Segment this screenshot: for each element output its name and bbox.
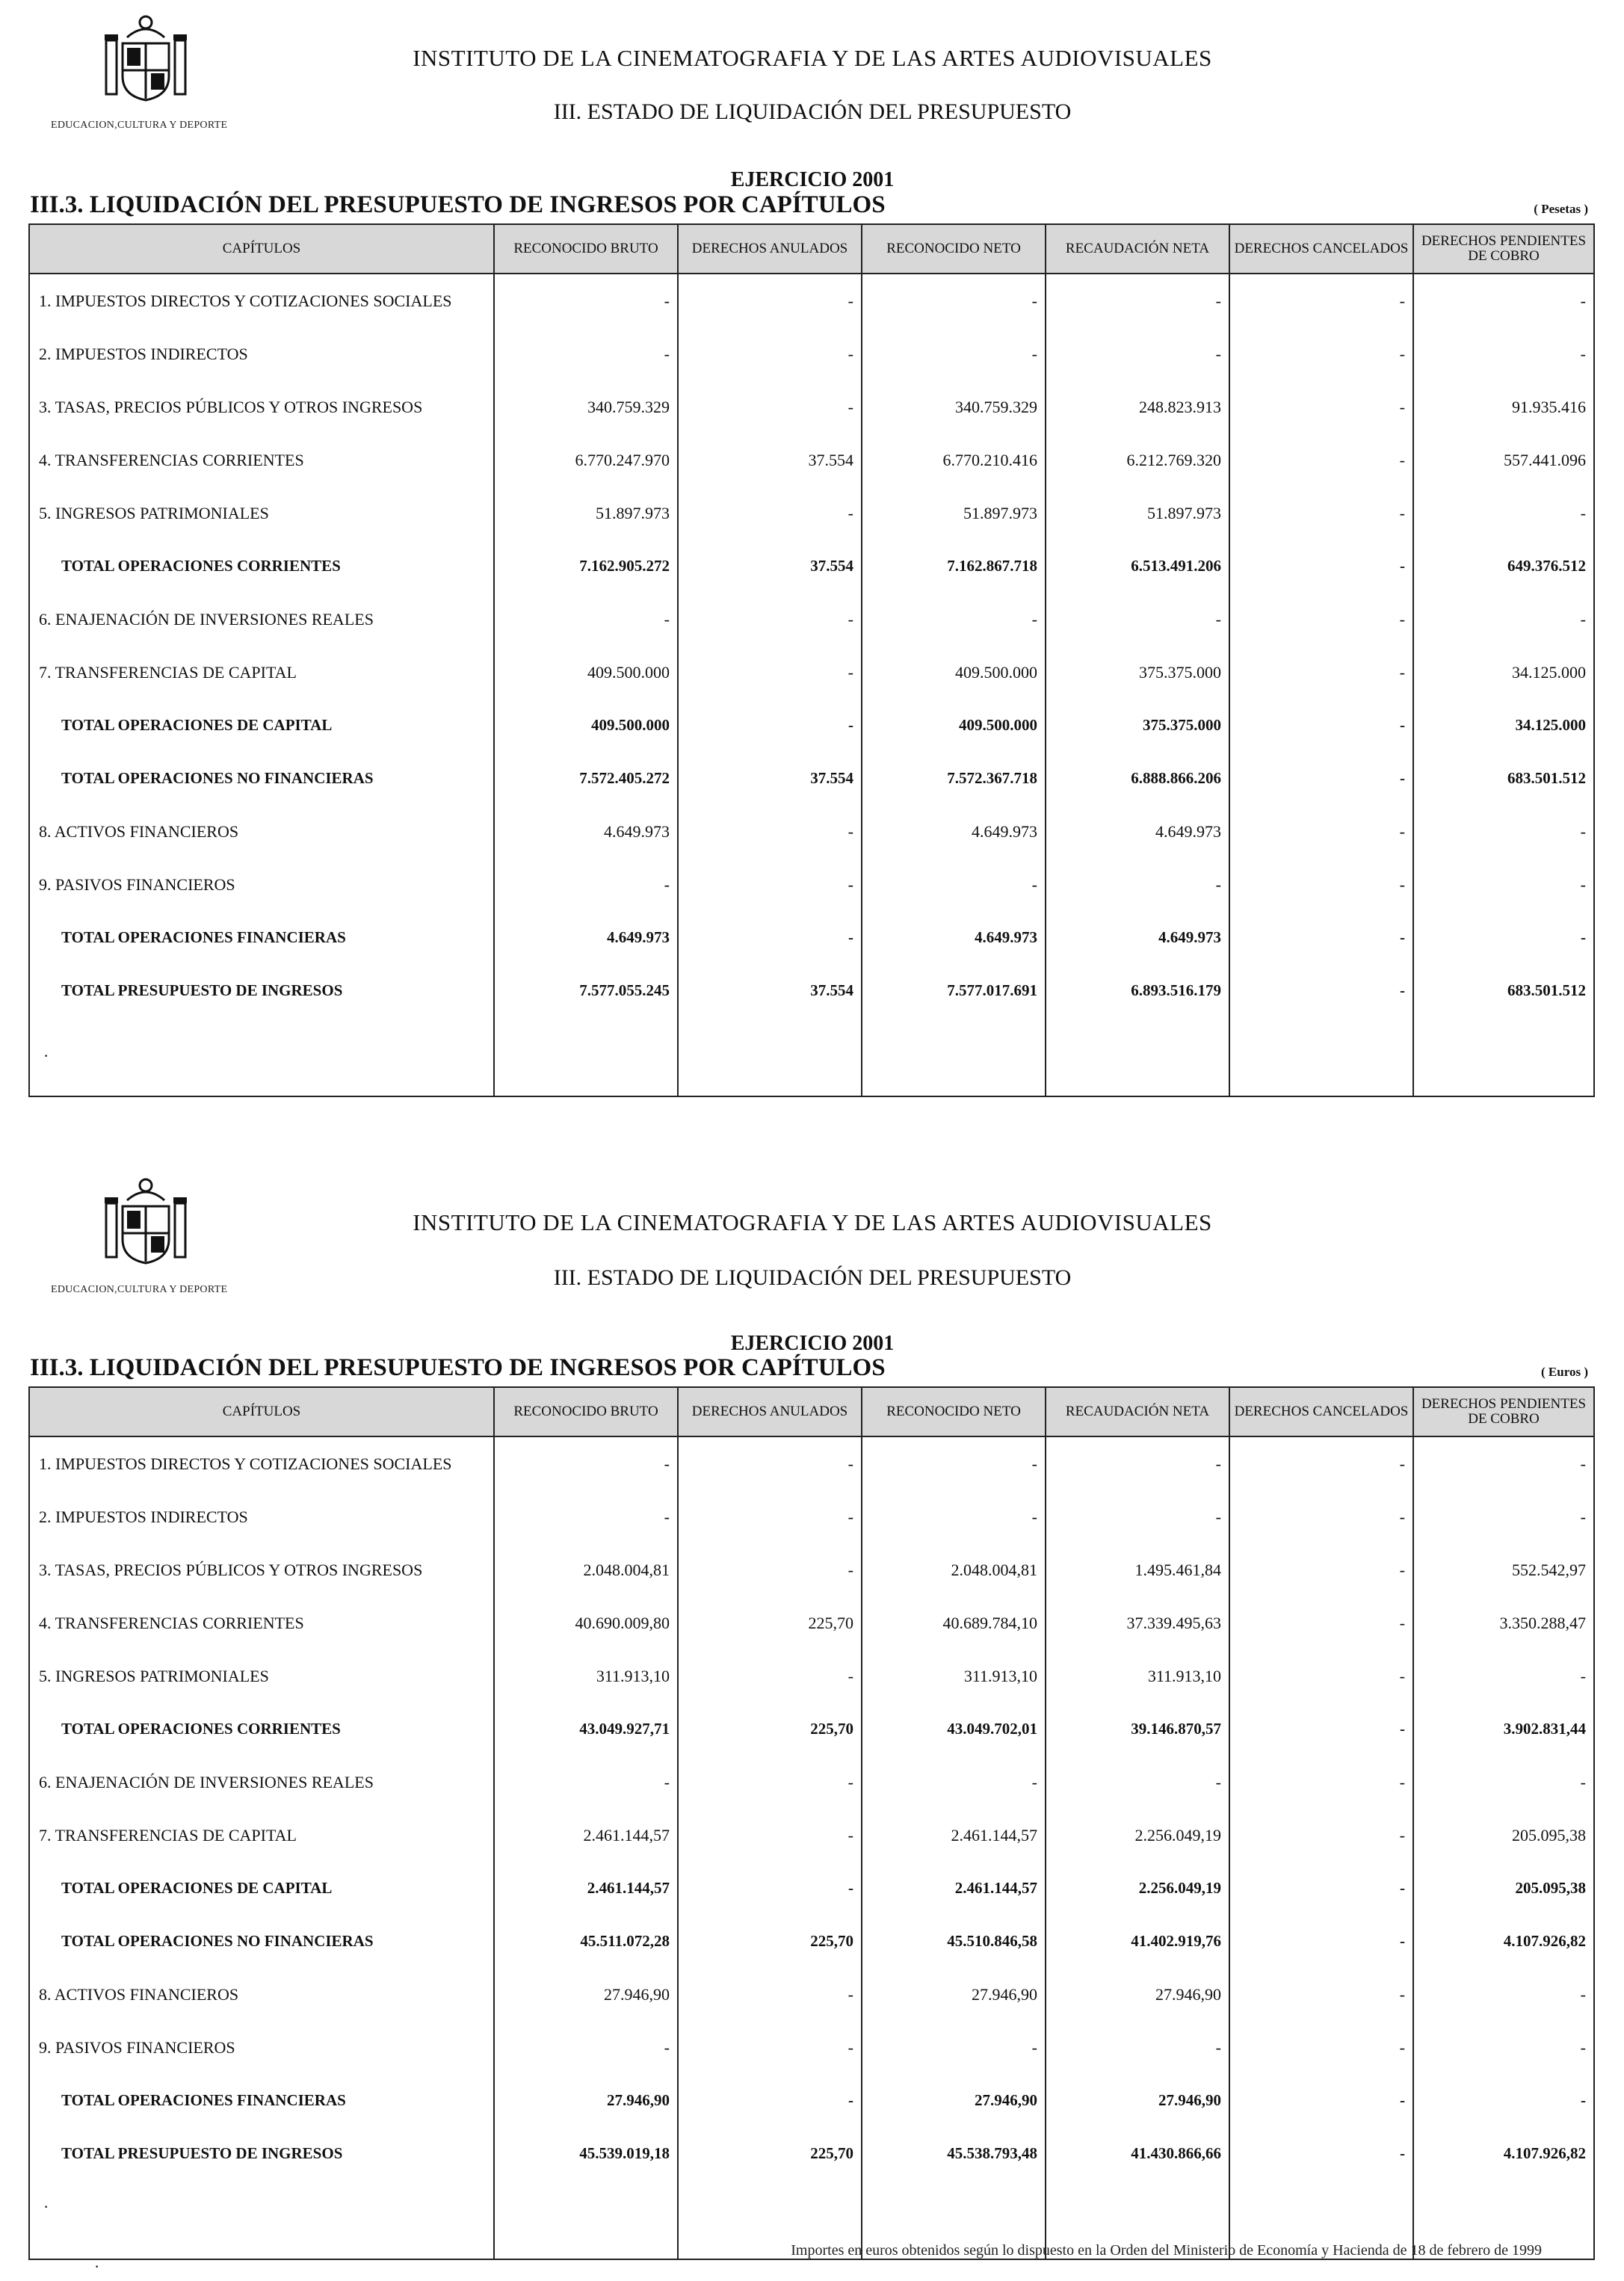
liquidacion-title: III.3. LIQUIDACIÓN DEL PRESUPUESTO DE INGRESOS POR CAPÍTULOS <box>30 191 886 218</box>
cell-pendientes: - <box>1413 2074 1594 2127</box>
empty-cell <box>1413 1017 1594 1096</box>
cell-neto: - <box>862 1436 1046 1490</box>
cell-recaudacion: 39.146.870,57 <box>1046 1703 1229 1756</box>
cell-recaudacion: 27.946,90 <box>1046 2074 1229 2127</box>
header-derechos-pendientes: DERECHOS PENDIENTES DE COBRO <box>1413 1387 1594 1436</box>
cell-pendientes: - <box>1413 1436 1594 1490</box>
table-row <box>29 380 1594 433</box>
cell-bruto: 7.162.905.272 <box>494 540 678 593</box>
cell-recaudacion: 1.495.461,84 <box>1046 1543 1229 1596</box>
cell-bruto: 409.500.000 <box>494 699 678 752</box>
header-reconocido-neto: RECONOCIDO NETO <box>862 224 1046 274</box>
cell-cancelados: - <box>1229 2021 1413 2074</box>
cell-anulados: - <box>678 487 862 540</box>
cell-neto: 340.759.329 <box>862 380 1046 433</box>
cell-neto: 45.510.846,58 <box>862 1915 1046 1968</box>
cell-neto: 4.649.973 <box>862 911 1046 964</box>
cell-neto: 311.913,10 <box>862 1649 1046 1703</box>
cell-pendientes: 3.350.288,47 <box>1413 1596 1594 1649</box>
row-label: 3. TASAS, PRECIOS PÚBLICOS Y OTROS INGRESOS <box>29 380 494 433</box>
cell-recaudacion: 4.649.973 <box>1046 805 1229 858</box>
cell-cancelados: - <box>1229 858 1413 911</box>
table-row <box>29 858 1594 911</box>
table-header-row <box>29 224 1594 274</box>
cell-bruto: 40.690.009,80 <box>494 1596 678 1649</box>
row-label: 1. IMPUESTOS DIRECTOS Y COTIZACIONES SOCIALES <box>29 1436 494 1490</box>
empty-cell <box>1046 1017 1229 1096</box>
cell-recaudacion: 41.402.919,76 <box>1046 1915 1229 1968</box>
total-row <box>29 699 1594 752</box>
table-row <box>29 327 1594 380</box>
cell-pendientes: 91.935.416 <box>1413 380 1594 433</box>
total-row <box>29 540 1594 593</box>
cell-cancelados: - <box>1229 2127 1413 2180</box>
empty-row <box>29 1017 1594 1096</box>
header-reconocido-bruto: RECONOCIDO BRUTO <box>494 1387 678 1436</box>
row-label: 6. ENAJENACIÓN DE INVERSIONES REALES <box>29 1756 494 1809</box>
cell-bruto: - <box>494 1436 678 1490</box>
income-table-pesetas <box>28 223 1595 1097</box>
cell-cancelados: - <box>1229 964 1413 1017</box>
cell-bruto: 7.572.405.272 <box>494 752 678 805</box>
cell-neto: 7.577.017.691 <box>862 964 1046 1017</box>
cell-pendientes: 649.376.512 <box>1413 540 1594 593</box>
cell-bruto: - <box>494 1756 678 1809</box>
cell-recaudacion: 6.893.516.179 <box>1046 964 1229 1017</box>
cell-anulados: - <box>678 1862 862 1915</box>
cell-anulados: - <box>678 911 862 964</box>
cell-cancelados: - <box>1229 433 1413 487</box>
cell-anulados: 225,70 <box>678 1703 862 1756</box>
cell-bruto: - <box>494 274 678 327</box>
row-label: TOTAL PRESUPUESTO DE INGRESOS <box>29 964 494 1017</box>
cell-neto: 2.048.004,81 <box>862 1543 1046 1596</box>
total-row <box>29 1862 1594 1915</box>
spain-coat-of-arms-icon <box>97 1173 194 1271</box>
header-recaudacion-neta: RECAUDACIÓN NETA <box>1046 1387 1229 1436</box>
table-row <box>29 1809 1594 1862</box>
cell-cancelados: - <box>1229 274 1413 327</box>
cell-anulados: - <box>678 1968 862 2021</box>
cell-anulados: - <box>678 699 862 752</box>
row-label: 3. TASAS, PRECIOS PÚBLICOS Y OTROS INGRESOS <box>29 1543 494 1596</box>
cell-neto: 43.049.702,01 <box>862 1703 1046 1756</box>
currency-unit: ( Pesetas ) <box>1534 202 1588 216</box>
total-row <box>29 2127 1594 2180</box>
table-row <box>29 1543 1594 1596</box>
row-label: 8. ACTIVOS FINANCIEROS <box>29 805 494 858</box>
cell-bruto: 409.500.000 <box>494 646 678 699</box>
cell-bruto: 51.897.973 <box>494 487 678 540</box>
row-label: 5. INGRESOS PATRIMONIALES <box>29 487 494 540</box>
cell-cancelados: - <box>1229 593 1413 646</box>
cell-anulados: 37.554 <box>678 540 862 593</box>
header-derechos-pendientes: DERECHOS PENDIENTES DE COBRO <box>1413 224 1594 274</box>
row-label: TOTAL OPERACIONES NO FINANCIERAS <box>29 752 494 805</box>
stray-mark: · <box>43 1046 49 1065</box>
cell-bruto: - <box>494 858 678 911</box>
cell-bruto: 311.913,10 <box>494 1649 678 1703</box>
total-row <box>29 2074 1594 2127</box>
pesetas-rows <box>29 274 1594 1096</box>
empty-cell <box>862 1017 1046 1096</box>
euros-rows <box>29 1436 1594 2259</box>
total-row <box>29 752 1594 805</box>
cell-recaudacion: - <box>1046 858 1229 911</box>
row-label: 4. TRANSFERENCIAS CORRIENTES <box>29 433 494 487</box>
cell-anulados: - <box>678 1649 862 1703</box>
cell-pendientes: - <box>1413 805 1594 858</box>
cell-bruto: 4.649.973 <box>494 911 678 964</box>
cell-anulados: - <box>678 2021 862 2074</box>
cell-neto: 51.897.973 <box>862 487 1046 540</box>
cell-recaudacion: 375.375.000 <box>1046 646 1229 699</box>
cell-pendientes: 4.107.926,82 <box>1413 2127 1594 2180</box>
cell-anulados: 37.554 <box>678 433 862 487</box>
cell-pendientes: - <box>1413 274 1594 327</box>
row-label: TOTAL OPERACIONES DE CAPITAL <box>29 699 494 752</box>
table-row <box>29 433 1594 487</box>
cell-anulados: - <box>678 593 862 646</box>
cell-neto: - <box>862 1490 1046 1543</box>
header-capitulos: CAPÍTULOS <box>29 224 494 274</box>
cell-pendientes: - <box>1413 858 1594 911</box>
table-row <box>29 2021 1594 2074</box>
cell-anulados: 225,70 <box>678 1915 862 1968</box>
cell-bruto: 27.946,90 <box>494 2074 678 2127</box>
cell-cancelados: - <box>1229 487 1413 540</box>
table-row <box>29 487 1594 540</box>
cell-neto: - <box>862 327 1046 380</box>
cell-recaudacion: - <box>1046 1756 1229 1809</box>
cell-recaudacion: 27.946,90 <box>1046 1968 1229 2021</box>
cell-anulados: 225,70 <box>678 1596 862 1649</box>
empty-cell <box>678 1017 862 1096</box>
cell-cancelados: - <box>1229 327 1413 380</box>
cell-pendientes: - <box>1413 327 1594 380</box>
cell-anulados: - <box>678 1543 862 1596</box>
institute-title: INSTITUTO DE LA CINEMATOGRAFIA Y DE LAS ARTES AUDIOVISUALES <box>413 45 1212 71</box>
header-derechos-anulados: DERECHOS ANULADOS <box>678 224 862 274</box>
header-derechos-cancelados: DERECHOS CANCELADOS <box>1229 224 1413 274</box>
cell-recaudacion: 6.513.491.206 <box>1046 540 1229 593</box>
row-label: 7. TRANSFERENCIAS DE CAPITAL <box>29 1809 494 1862</box>
cell-bruto: 6.770.247.970 <box>494 433 678 487</box>
footnote: Importes en euros obtenidos según lo dispuesto en la Orden del Ministerio de Economía y Hacienda de 18 de febrero de 1999 <box>791 2242 1542 2259</box>
cell-anulados: 37.554 <box>678 964 862 1017</box>
row-label: TOTAL OPERACIONES CORRIENTES <box>29 540 494 593</box>
header-recaudacion-neta: RECAUDACIÓN NETA <box>1046 224 1229 274</box>
cell-pendientes: - <box>1413 1649 1594 1703</box>
cell-anulados: - <box>678 380 862 433</box>
estado-heading: III. ESTADO DE LIQUIDACIÓN DEL PRESUPUESTO <box>553 99 1072 124</box>
total-row <box>29 1703 1594 1756</box>
cell-pendientes: - <box>1413 593 1594 646</box>
cell-neto: 27.946,90 <box>862 2074 1046 2127</box>
row-label: 6. ENAJENACIÓN DE INVERSIONES REALES <box>29 593 494 646</box>
cell-cancelados: - <box>1229 1809 1413 1862</box>
cell-anulados: - <box>678 1756 862 1809</box>
cell-bruto: - <box>494 1490 678 1543</box>
cell-cancelados: - <box>1229 1596 1413 1649</box>
cell-neto: 4.649.973 <box>862 805 1046 858</box>
cell-anulados: 37.554 <box>678 752 862 805</box>
cell-cancelados: - <box>1229 1968 1413 2021</box>
cell-neto: - <box>862 858 1046 911</box>
row-label: 9. PASIVOS FINANCIEROS <box>29 2021 494 2074</box>
stray-mark: · <box>94 2257 100 2276</box>
cell-cancelados: - <box>1229 1862 1413 1915</box>
cell-recaudacion: - <box>1046 593 1229 646</box>
ejercicio-heading: EJERCICIO 2001 <box>730 1332 895 1355</box>
spain-coat-of-arms-icon <box>97 10 194 108</box>
row-label: TOTAL OPERACIONES FINANCIERAS <box>29 2074 494 2127</box>
cell-bruto: - <box>494 593 678 646</box>
row-label: 8. ACTIVOS FINANCIEROS <box>29 1968 494 2021</box>
cell-bruto: 4.649.973 <box>494 805 678 858</box>
cell-bruto: 2.461.144,57 <box>494 1809 678 1862</box>
cell-bruto: 7.577.055.245 <box>494 964 678 1017</box>
cell-pendientes: 4.107.926,82 <box>1413 1915 1594 1968</box>
row-label: 4. TRANSFERENCIAS CORRIENTES <box>29 1596 494 1649</box>
cell-pendientes: 552.542,97 <box>1413 1543 1594 1596</box>
cell-pendientes: - <box>1413 1968 1594 2021</box>
header-capitulos: CAPÍTULOS <box>29 1387 494 1436</box>
ministry-label: EDUCACION,CULTURA Y DEPORTE <box>51 1284 228 1295</box>
cell-cancelados: - <box>1229 805 1413 858</box>
cell-anulados: - <box>678 1490 862 1543</box>
cell-pendientes: 557.441.096 <box>1413 433 1594 487</box>
cell-neto: 2.461.144,57 <box>862 1809 1046 1862</box>
empty-cell <box>29 1017 494 1096</box>
header-reconocido-neto: RECONOCIDO NETO <box>862 1387 1046 1436</box>
cell-cancelados: - <box>1229 1703 1413 1756</box>
table-row <box>29 274 1594 327</box>
cell-cancelados: - <box>1229 1915 1413 1968</box>
cell-bruto: - <box>494 327 678 380</box>
cell-pendientes: 205.095,38 <box>1413 1809 1594 1862</box>
cell-cancelados: - <box>1229 752 1413 805</box>
cell-anulados: - <box>678 1436 862 1490</box>
income-table-euros <box>28 1386 1595 2260</box>
total-row <box>29 964 1594 1017</box>
cell-pendientes: - <box>1413 2021 1594 2074</box>
cell-anulados: - <box>678 805 862 858</box>
cell-bruto: - <box>494 2021 678 2074</box>
cell-cancelados: - <box>1229 380 1413 433</box>
cell-neto: - <box>862 1756 1046 1809</box>
institute-title: INSTITUTO DE LA CINEMATOGRAFIA Y DE LAS ARTES AUDIOVISUALES <box>413 1209 1212 1235</box>
cell-recaudacion: - <box>1046 274 1229 327</box>
cell-recaudacion: 2.256.049,19 <box>1046 1809 1229 1862</box>
cell-neto: 40.689.784,10 <box>862 1596 1046 1649</box>
table-row <box>29 1649 1594 1703</box>
cell-cancelados: - <box>1229 1436 1413 1490</box>
cell-bruto: 2.461.144,57 <box>494 1862 678 1915</box>
cell-pendientes: 683.501.512 <box>1413 752 1594 805</box>
cell-bruto: 27.946,90 <box>494 1968 678 2021</box>
row-label: 5. INGRESOS PATRIMONIALES <box>29 1649 494 1703</box>
cell-pendientes: 205.095,38 <box>1413 1862 1594 1915</box>
cell-bruto: 45.511.072,28 <box>494 1915 678 1968</box>
header-reconocido-bruto: RECONOCIDO BRUTO <box>494 224 678 274</box>
cell-bruto: 2.048.004,81 <box>494 1543 678 1596</box>
total-row <box>29 911 1594 964</box>
cell-neto: 7.162.867.718 <box>862 540 1046 593</box>
row-label: TOTAL OPERACIONES CORRIENTES <box>29 1703 494 1756</box>
cell-recaudacion: 6.888.866.206 <box>1046 752 1229 805</box>
row-label: TOTAL OPERACIONES FINANCIERAS <box>29 911 494 964</box>
cell-cancelados: - <box>1229 1756 1413 1809</box>
row-label: 7. TRANSFERENCIAS DE CAPITAL <box>29 646 494 699</box>
cell-neto: - <box>862 2021 1046 2074</box>
cell-cancelados: - <box>1229 2074 1413 2127</box>
cell-recaudacion: 37.339.495,63 <box>1046 1596 1229 1649</box>
cell-pendientes: - <box>1413 1756 1594 1809</box>
empty-cell <box>494 2180 678 2259</box>
row-label: TOTAL PRESUPUESTO DE INGRESOS <box>29 2127 494 2180</box>
currency-unit: ( Euros ) <box>1541 1365 1588 1379</box>
cell-recaudacion: 6.212.769.320 <box>1046 433 1229 487</box>
cell-cancelados: - <box>1229 540 1413 593</box>
total-row <box>29 1915 1594 1968</box>
cell-neto: 409.500.000 <box>862 699 1046 752</box>
cell-neto: 409.500.000 <box>862 646 1046 699</box>
ejercicio-heading: EJERCICIO 2001 <box>730 168 895 191</box>
cell-pendientes: 3.902.831,44 <box>1413 1703 1594 1756</box>
cell-pendientes: - <box>1413 487 1594 540</box>
row-label: 2. IMPUESTOS INDIRECTOS <box>29 1490 494 1543</box>
cell-neto: - <box>862 274 1046 327</box>
table-row <box>29 1436 1594 1490</box>
cell-pendientes: 683.501.512 <box>1413 964 1594 1017</box>
row-label: TOTAL OPERACIONES NO FINANCIERAS <box>29 1915 494 1968</box>
cell-cancelados: - <box>1229 1543 1413 1596</box>
cell-recaudacion: 51.897.973 <box>1046 487 1229 540</box>
cell-neto: 6.770.210.416 <box>862 433 1046 487</box>
cell-bruto: 340.759.329 <box>494 380 678 433</box>
estado-heading: III. ESTADO DE LIQUIDACIÓN DEL PRESUPUESTO <box>553 1265 1072 1290</box>
table-header-row <box>29 1387 1594 1436</box>
empty-cell <box>29 2180 494 2259</box>
cell-anulados: - <box>678 327 862 380</box>
ministry-label: EDUCACION,CULTURA Y DEPORTE <box>51 120 228 131</box>
table-row <box>29 1968 1594 2021</box>
cell-recaudacion: 2.256.049,19 <box>1046 1862 1229 1915</box>
table-row <box>29 646 1594 699</box>
empty-cell <box>494 1017 678 1096</box>
table-row <box>29 1756 1594 1809</box>
cell-anulados: - <box>678 646 862 699</box>
cell-anulados: - <box>678 274 862 327</box>
row-label: 2. IMPUESTOS INDIRECTOS <box>29 327 494 380</box>
cell-anulados: - <box>678 2074 862 2127</box>
cell-bruto: 45.539.019,18 <box>494 2127 678 2180</box>
table-row <box>29 1490 1594 1543</box>
cell-cancelados: - <box>1229 1490 1413 1543</box>
row-label: 9. PASIVOS FINANCIEROS <box>29 858 494 911</box>
cell-neto: 27.946,90 <box>862 1968 1046 2021</box>
cell-cancelados: - <box>1229 1649 1413 1703</box>
cell-recaudacion: 41.430.866,66 <box>1046 2127 1229 2180</box>
cell-bruto: 43.049.927,71 <box>494 1703 678 1756</box>
empty-cell <box>1229 1017 1413 1096</box>
cell-pendientes: 34.125.000 <box>1413 699 1594 752</box>
cell-anulados: - <box>678 858 862 911</box>
cell-cancelados: - <box>1229 699 1413 752</box>
cell-anulados: 225,70 <box>678 2127 862 2180</box>
cell-recaudacion: 4.649.973 <box>1046 911 1229 964</box>
cell-anulados: - <box>678 1809 862 1862</box>
cell-recaudacion: - <box>1046 1490 1229 1543</box>
cell-recaudacion: - <box>1046 1436 1229 1490</box>
cell-recaudacion: 248.823.913 <box>1046 380 1229 433</box>
table-row <box>29 805 1594 858</box>
cell-pendientes: 34.125.000 <box>1413 646 1594 699</box>
cell-neto: - <box>862 593 1046 646</box>
liquidacion-title: III.3. LIQUIDACIÓN DEL PRESUPUESTO DE INGRESOS POR CAPÍTULOS <box>30 1354 886 1381</box>
cell-cancelados: - <box>1229 646 1413 699</box>
header-derechos-cancelados: DERECHOS CANCELADOS <box>1229 1387 1413 1436</box>
table-row <box>29 1596 1594 1649</box>
cell-cancelados: - <box>1229 911 1413 964</box>
header-derechos-anulados: DERECHOS ANULADOS <box>678 1387 862 1436</box>
cell-recaudacion: 311.913,10 <box>1046 1649 1229 1703</box>
cell-neto: 45.538.793,48 <box>862 2127 1046 2180</box>
row-label: TOTAL OPERACIONES DE CAPITAL <box>29 1862 494 1915</box>
cell-recaudacion: - <box>1046 327 1229 380</box>
cell-neto: 2.461.144,57 <box>862 1862 1046 1915</box>
cell-recaudacion: 375.375.000 <box>1046 699 1229 752</box>
cell-pendientes: - <box>1413 911 1594 964</box>
stray-mark: · <box>43 2197 49 2216</box>
cell-recaudacion: - <box>1046 2021 1229 2074</box>
table-row <box>29 593 1594 646</box>
cell-neto: 7.572.367.718 <box>862 752 1046 805</box>
row-label: 1. IMPUESTOS DIRECTOS Y COTIZACIONES SOCIALES <box>29 274 494 327</box>
cell-pendientes: - <box>1413 1490 1594 1543</box>
